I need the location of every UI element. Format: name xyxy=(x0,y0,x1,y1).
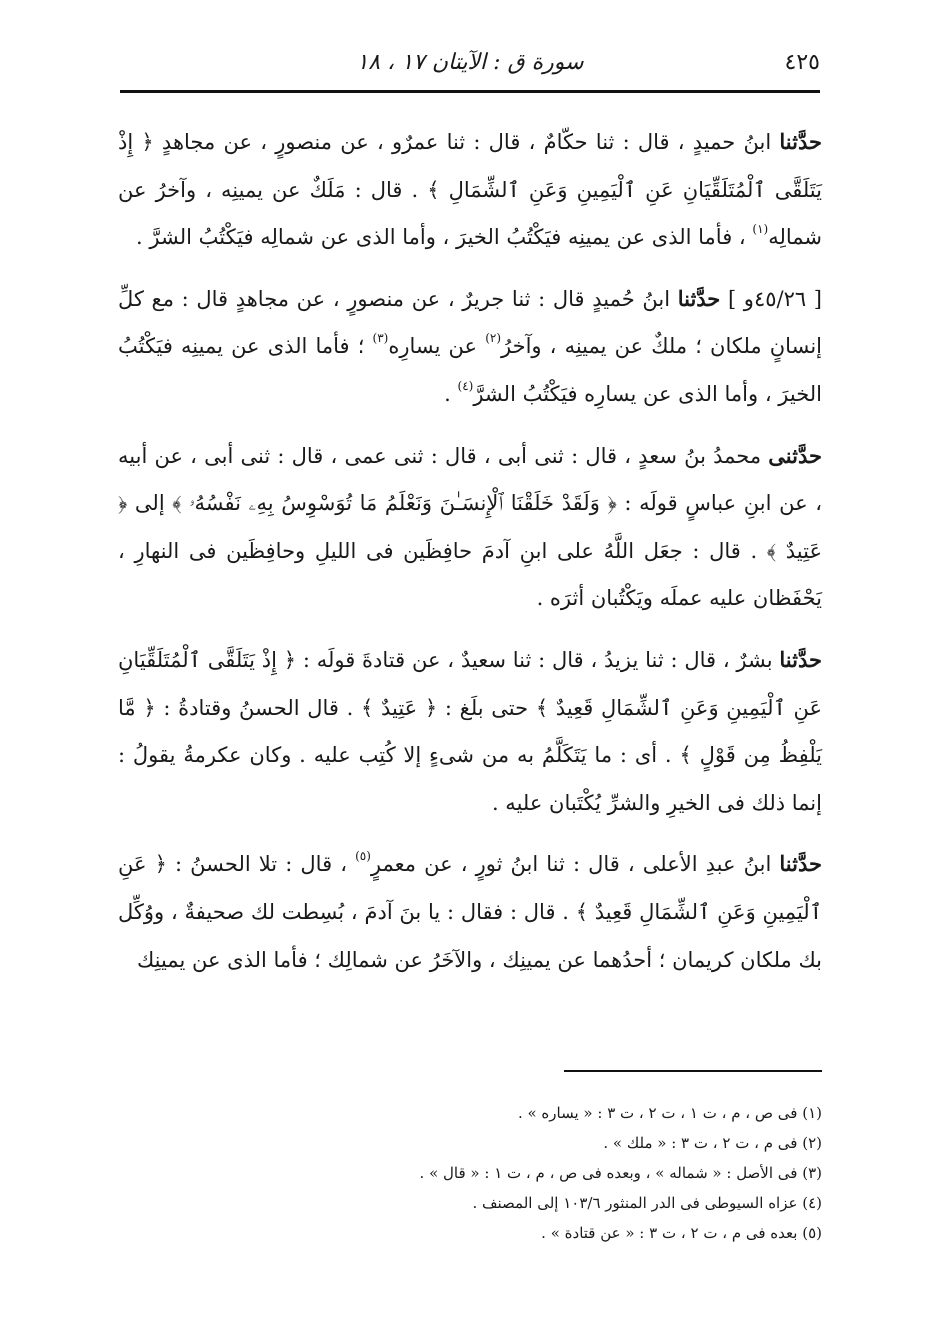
paragraph-text: ابنُ حُميدٍ قال : ثنا جريرٌ ، عن منصورٍ ، عن مجاهدٍ قال : مع كلِّ إنسانٍ ملكان ؛ ملكٌ عن يمينِه ، وآخرُ xyxy=(118,286,822,359)
footnote-2: (٢) فى م ، ت ٢ ، ت ٣ : « ملك » . xyxy=(603,1134,822,1152)
page-number: ٤٢٥ xyxy=(784,49,820,75)
paragraph-text: ، فأما الذى عن يمينِه فيَكْتُبُ الخيرَ ، وأما الذى عن شمالِه فيَكْتُبُ الشرَّ . xyxy=(136,225,753,250)
footnote-ref: (٤) xyxy=(457,378,474,393)
paragraph-text: محمدُ بنُ سعدٍ ، قال : ثنى أبى ، قال : ثنى عمى ، قال : ثنى أبى ، عن أبيه ، عن ابنِ عباسٍ قولَه : ﴿ وَلَقَدْ خَلَقْنَا ٱلْإِنسَـٰنَ وَنَعْلَمُ مَا تُوَسْوِسُ بِهِۦ نَفْسُهُۥ ﴾ إلى ﴿ عَتِيدٌ ﴾ . قال : جعَل اللَّهُ على ابنِ آدمَ حافِظَين فى الليلِ وحافِظَين فى النهارِ ، يَحْفَظان عليه عملَه ويَكْتُبان أثرَه . xyxy=(118,443,822,611)
footnote-1: (١) فى ص ، م ، ت ١ ، ت ٢ ، ت ٣ : « يساره » . xyxy=(517,1104,822,1122)
paragraph-5 xyxy=(118,840,822,984)
paragraph-4 xyxy=(118,636,822,827)
isnad-lead: حدَّثنى xyxy=(768,442,822,468)
footnotes xyxy=(118,1098,822,1248)
footnote-ref: (٢) xyxy=(485,331,502,346)
paragraph-text: عن يسارِه xyxy=(388,334,486,359)
paragraph-1 xyxy=(118,118,822,262)
footnote-5: (٥) بعده فى م ، ت ٢ ، ت ٣ : « عن قتادة » . xyxy=(541,1224,822,1242)
footnote-rule xyxy=(564,1070,822,1072)
paragraph-text: ؛ فأما الذى عن يمينِه فيَكْتُبُ الخيرَ ، وأما الذى عن يسارِه فيَكْتُبُ الشرَّ xyxy=(118,334,822,406)
paragraph-3 xyxy=(118,432,822,623)
isnad-lead: حدَّثنا xyxy=(779,851,822,877)
footnote-4: (٤) عزاه السيوطى فى الدر المنثور ١٠٣/٦ إلى المصنف . xyxy=(472,1194,822,1212)
isnad-lead: حدَّثنا xyxy=(677,285,721,311)
paragraph-text: . xyxy=(444,381,458,406)
header-rule xyxy=(120,90,820,93)
footnote-ref: (١) xyxy=(752,222,769,237)
paragraph-text: ابنُ عبدِ الأعلى ، قال : ثنا ابنُ ثورٍ ، عن معمرٍ xyxy=(370,852,780,877)
running-header xyxy=(120,42,820,82)
paragraph-text: ابنُ حميدٍ ، قال : ثنا حكّامٌ ، قال : ثنا عمرٌو ، عن منصورٍ ، عن مجاهدٍ ﴿ إِذْ يَتَلَقَّى ٱلْمُتَلَقِّيَانِ عَنِ ٱلْيَمِينِ وَعَنِ ٱلشِّمَالِ ﴾ . قال : مَلَكٌ عن يمينِه ، وآخرُ عن شمالِه xyxy=(118,130,822,250)
footnote-ref: (٣) xyxy=(372,331,389,346)
main-text xyxy=(118,118,822,997)
isnad-lead: حدَّثنا xyxy=(779,129,822,154)
footnote-ref: (٥) xyxy=(355,849,371,864)
paragraph-text: بشرٌ ، قال : ثنا يزيدُ ، قال : ثنا سعيدٌ ، عن قتادةَ قولَه : ﴿ إِذْ يَتَلَقَّى ٱلْمُتَلَقِّيَانِ عَنِ ٱلْيَمِينِ وَعَنِ ٱلشِّمَالِ قَعِيدٌ ﴾ حتى بلَغ : ﴿ عَتِيدٌ ﴾ . قال الحسنُ وقتادةُ : ﴿ مَّا يَلْفِظُ مِن قَوْلٍ ﴾ . أى : ما يَتَكَلَّمُ به من شىءٍ إلا كُتِب عليه . وكان عكرمةُ يقولُ : إنما ذلك فى الخيرِ والشرِّ يُكْتَبان عليه . xyxy=(118,647,822,815)
isnad-lead: حدَّثنا xyxy=(779,646,822,672)
running-title: سورة ق : الآيتان ١٧ ، ١٨ xyxy=(356,49,584,75)
footnote-3: (٣) فى الأصل : « شماله » ، وبعده فى ص ، م ، ت ١ : « قال » . xyxy=(419,1164,822,1182)
manuscript-folio-marker: [ ٤٥/٢٦و ] xyxy=(727,286,823,311)
paragraph-2 xyxy=(118,275,822,419)
paragraph-text: ، قال : تلا الحسنُ : ﴿ عَنِ ٱلْيَمِينِ وَعَنِ ٱلشِّمَالِ قَعِيدٌ ﴾ . قال : فقال : يا بنَ آدمَ ، بُسِطت لك صحيفةٌ ، ووُكِّل بك ملكان كريمان ؛ أحدُهما عن يمينِك ، والآخَرُ عن شمالِك ؛ فأما الذى عن يمينِك xyxy=(118,852,822,972)
